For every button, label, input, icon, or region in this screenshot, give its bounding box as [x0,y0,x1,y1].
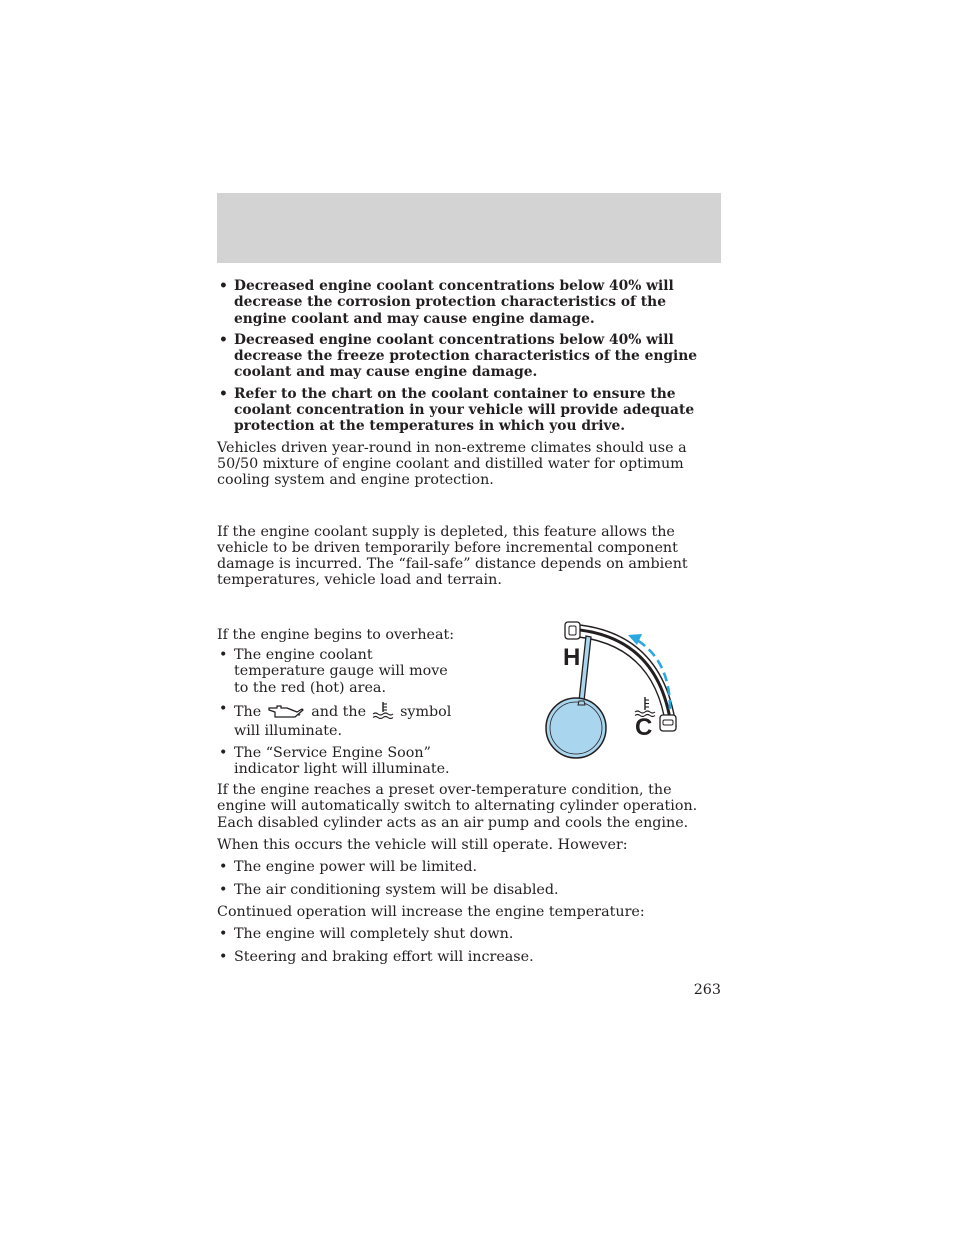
continued-paragraph: Continued operation will increase the engine temperature: [217,903,645,920]
list-item: • The engine power will be limited. [217,859,721,875]
list-item: • The and the symbol will illuminate. [217,701,462,740]
overheat-intro: If the engine begins to overheat: [217,626,455,643]
list-item: • The engine will completely shut down. [217,926,721,942]
gauge-hot-label: H [563,643,581,671]
page-content [217,278,721,971]
still-operate-paragraph: When this occurs the vehicle will still operate. However: [217,837,628,854]
oil-pressure-icon [267,703,305,723]
warning-item: • Refer to the chart on the coolant container to ensure the coolant concentration in your vehicle will provide adequate protection at the temperatures in which you drive. [217,386,721,435]
still-operate-list [217,859,721,898]
preset-paragraph: If the engine reaches a preset over-temperature condition, the engine will automatically switch to alternating cylinder operation. Each disabled cylinder acts as an air pump and cools the engine. [217,782,698,831]
section-header-band [217,193,721,263]
thermometer-bulb [546,698,606,758]
overheat-section [217,627,721,777]
overheat-list [217,647,462,777]
warning-item: • Decreased engine coolant concentrations below 40% will decrease the corrosion protection characteristics of the engine coolant and may cause engine damage. [217,278,721,327]
page-number: 263 [693,982,721,998]
temperature-gauge-illustration [542,619,692,769]
list-item: • The “Service Engine Soon” indicator light will illuminate. [217,745,462,778]
list-item: • The engine coolant temperature gauge will move to the red (hot) area. [217,647,462,696]
mixture-paragraph: Vehicles driven year-round in non-extreme climates should use a 50/50 mixture of engine coolant and distilled water for optimum cooling system and engine protection. [217,439,687,489]
list-item: • The air conditioning system will be disabled. [217,882,721,898]
failsafe-paragraph: If the engine coolant supply is depleted, this feature allows the vehicle to be driven temporarily before incremental component damage is incurred. The “fail-safe” distance depends on ambient temperatures, vehicle load and terrain. [217,523,688,589]
warning-list [217,278,721,435]
coolant-temperature-icon [372,701,394,723]
continued-list [217,926,721,965]
list-item: • Steering and braking effort will increase. [217,949,721,965]
warning-item: • Decreased engine coolant concentrations below 40% will decrease the freeze protection characteristics of the engine coolant and may cause engine damage. [217,332,721,381]
gauge-cold-label: C [635,713,653,741]
